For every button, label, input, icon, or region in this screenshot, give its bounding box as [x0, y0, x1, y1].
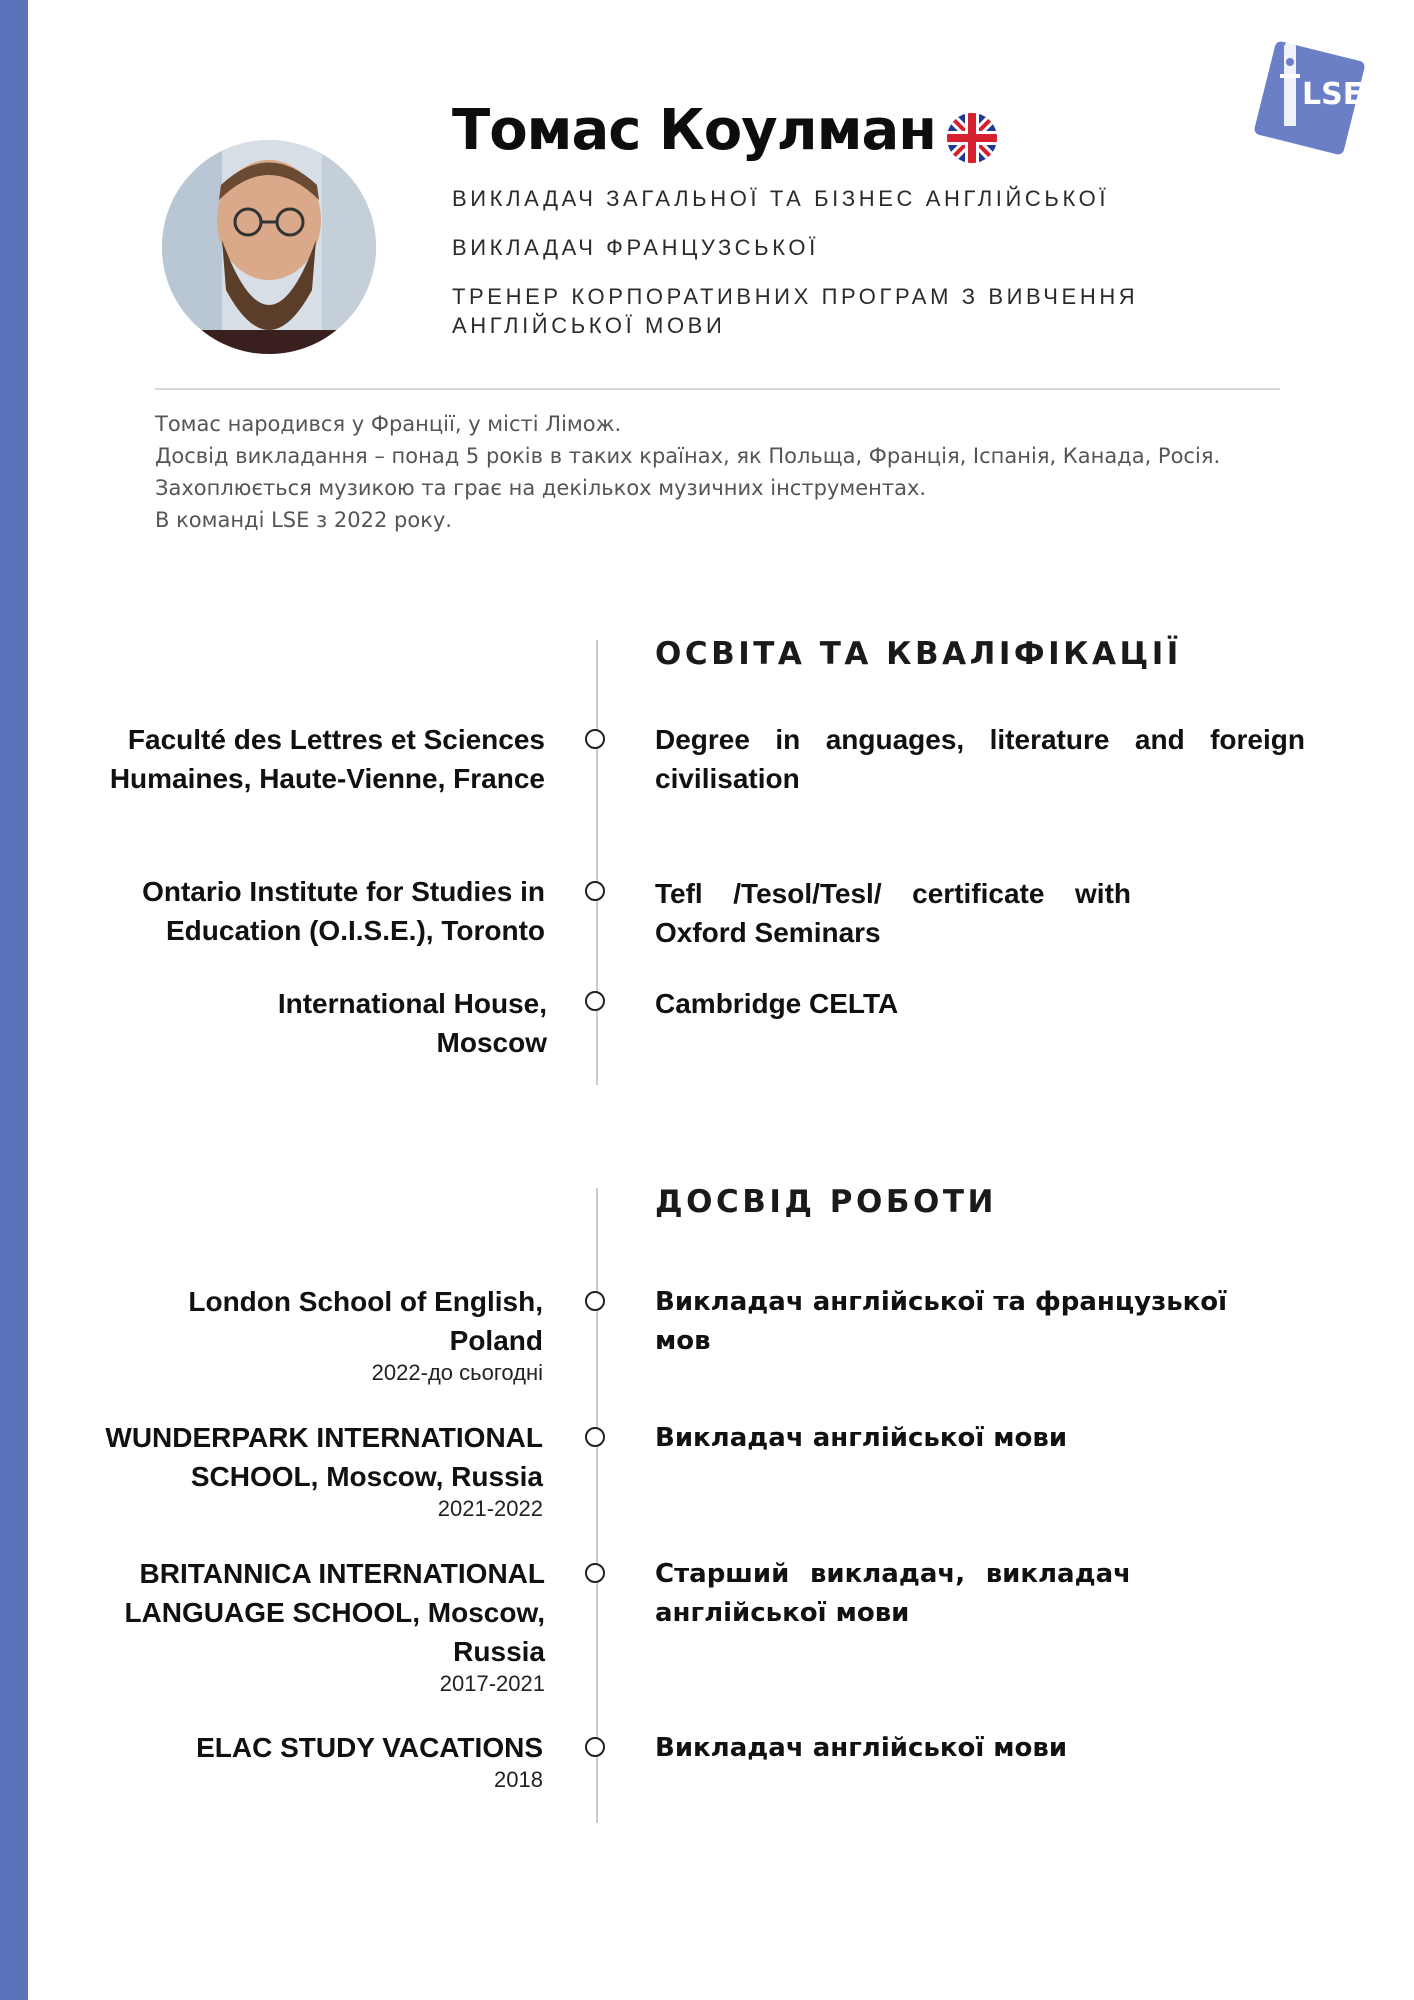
- avatar: [162, 140, 376, 354]
- teacher-name: Томас Коулман: [452, 98, 936, 163]
- timeline-marker: [585, 1563, 605, 1583]
- employer-name: London School of English, Poland: [188, 1286, 543, 1356]
- experience-title: ДОСВІД РОБОТИ: [655, 1184, 997, 1220]
- bio-line: Томас народився у Франції, у місті Лімож.: [155, 412, 622, 436]
- header-divider: [155, 388, 1280, 390]
- timeline-marker: [585, 1737, 605, 1757]
- job-position: Старший викладач, викладач англійської мови: [655, 1559, 1131, 1628]
- employment-period: 2017-2021: [439, 1671, 545, 1696]
- experience-employer: [83, 1418, 543, 1522]
- education-title: ОСВІТА ТА КВАЛІФІКАЦІЇ: [655, 636, 1182, 672]
- bio-line: Досвід викладання – понад 5 років в таких країнах, як Польща, Франція, Іспанія, Канада, Росія.: [155, 444, 1221, 468]
- job-position: Викладач англійської та французької мов: [655, 1287, 1228, 1356]
- education-qualification: Degree in anguages, literature and foreign civilisation: [655, 724, 1305, 794]
- timeline-marker: [585, 729, 605, 749]
- education-qualification: Tefl /Tesol/Tesl/ certificate with Oxford Seminars: [655, 878, 1131, 948]
- institution-name: International House, Moscow: [277, 988, 547, 1058]
- left-accent-bar: [0, 0, 28, 2000]
- experience-employer: [123, 1282, 543, 1386]
- employer-name: WUNDERPARK INTERNATIONAL SCHOOL, Moscow, Russia: [105, 1422, 543, 1492]
- logo-text: LSE: [1302, 77, 1364, 112]
- employer-name: BRITANNICA INTERNATIONAL LANGUAGE SCHOOL, Moscow, Russia: [124, 1558, 545, 1667]
- uk-flag-icon: [946, 112, 998, 164]
- employment-period: 2022-до сьогодні: [371, 1360, 543, 1385]
- education-timeline-line: [596, 640, 598, 1085]
- bio-line: В команді LSE з 2022 року.: [155, 508, 452, 532]
- timeline-marker: [585, 1291, 605, 1311]
- experience-timeline-line: [596, 1188, 598, 1823]
- employer-name: ELAC STUDY VACATIONS: [196, 1732, 543, 1763]
- experience-employer: [105, 1554, 545, 1697]
- role-item: ТРЕНЕР КОРПОРАТИВНИХ ПРОГРАМ З ВИВЧЕННЯ АНГЛІЙСЬКОЇ МОВИ: [452, 284, 1139, 338]
- employment-period: 2021-2022: [437, 1496, 543, 1521]
- employment-period: 2018: [494, 1767, 543, 1792]
- bio-line: Захоплюється музикою та грає на декількох музичних інструментах.: [155, 476, 927, 500]
- role-item: ВИКЛАДАЧ ФРАНЦУЗСЬКОЇ: [452, 235, 819, 260]
- role-item: ВИКЛАДАЧ ЗАГАЛЬНОЇ ТА БІЗНЕС АНГЛІЙСЬКОЇ: [452, 186, 1110, 211]
- institution-name: Faculté des Lettres et Sciences Humaines, Haute-Vienne, France: [109, 724, 545, 794]
- lse-logo: [1250, 34, 1370, 159]
- education-institution: [105, 720, 545, 798]
- job-position: Викладач англійської мови: [655, 1733, 1068, 1763]
- experience-employer: [103, 1728, 543, 1793]
- education-qualification: Cambridge CELTA: [655, 988, 899, 1019]
- timeline-marker: [585, 881, 605, 901]
- role-list: [452, 184, 1212, 360]
- education-institution: [247, 984, 547, 1062]
- job-position: Викладач англійської мови: [655, 1423, 1068, 1453]
- bio: [155, 408, 1305, 536]
- education-institution: [105, 872, 545, 950]
- institution-name: Ontario Institute for Studies in Education (O.I.S.E.), Toronto: [142, 876, 545, 946]
- timeline-marker: [585, 991, 605, 1011]
- timeline-marker: [585, 1427, 605, 1447]
